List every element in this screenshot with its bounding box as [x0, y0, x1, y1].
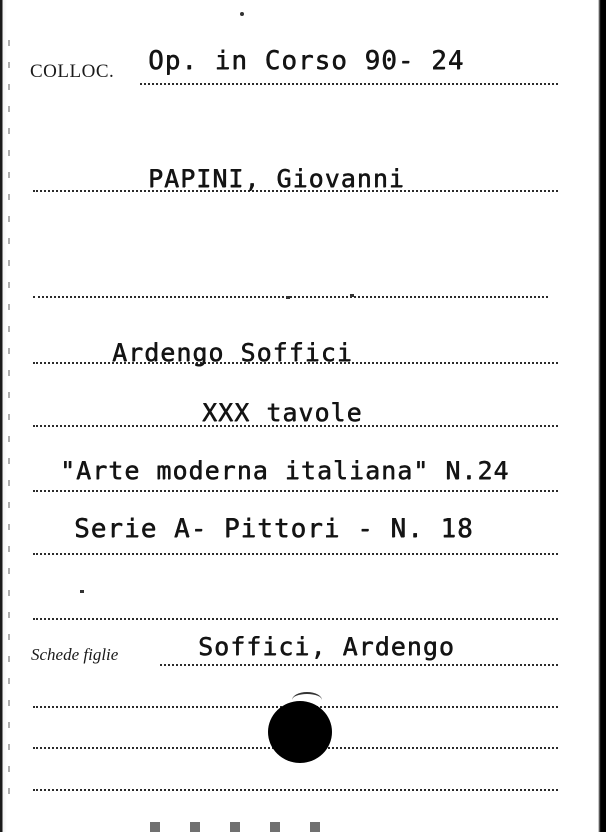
card-left-edge-marks — [8, 40, 10, 800]
paper-speck — [286, 296, 290, 299]
author-heading: PAPINI, Giovanni — [148, 164, 405, 193]
rule-line-schede — [160, 664, 558, 666]
schede-figlie-value: Soffici, Ardengo — [198, 632, 455, 661]
subject-entry: Ardengo Soffici — [112, 338, 353, 367]
rule-line-blank-2 — [33, 618, 558, 620]
rule-line-series-title — [33, 490, 558, 492]
schede-figlie-label: Schede figlie — [31, 645, 119, 664]
rule-line-colloc — [140, 83, 558, 85]
card-left-edge — [0, 0, 7, 832]
rule-line-blank-1 — [33, 296, 548, 298]
colloc-label: COLLOC. — [30, 61, 115, 82]
cut-off-text-fragment — [150, 822, 350, 832]
card-right-edge — [598, 0, 606, 832]
paper-speck — [350, 294, 354, 297]
series-title-entry: "Arte moderna italiana" N.24 — [60, 456, 510, 485]
punch-hole — [268, 701, 332, 763]
rule-line-blank-5 — [33, 789, 558, 791]
paper-speck — [240, 12, 244, 16]
series-detail-entry: Serie A- Pittori - N. 18 — [74, 514, 474, 544]
rule-line-series-detail — [33, 553, 558, 555]
plates-entry: XXX tavole — [202, 398, 363, 427]
paper-speck — [80, 590, 84, 593]
collocation-value: Op. in Corso 90- 24 — [148, 46, 465, 76]
